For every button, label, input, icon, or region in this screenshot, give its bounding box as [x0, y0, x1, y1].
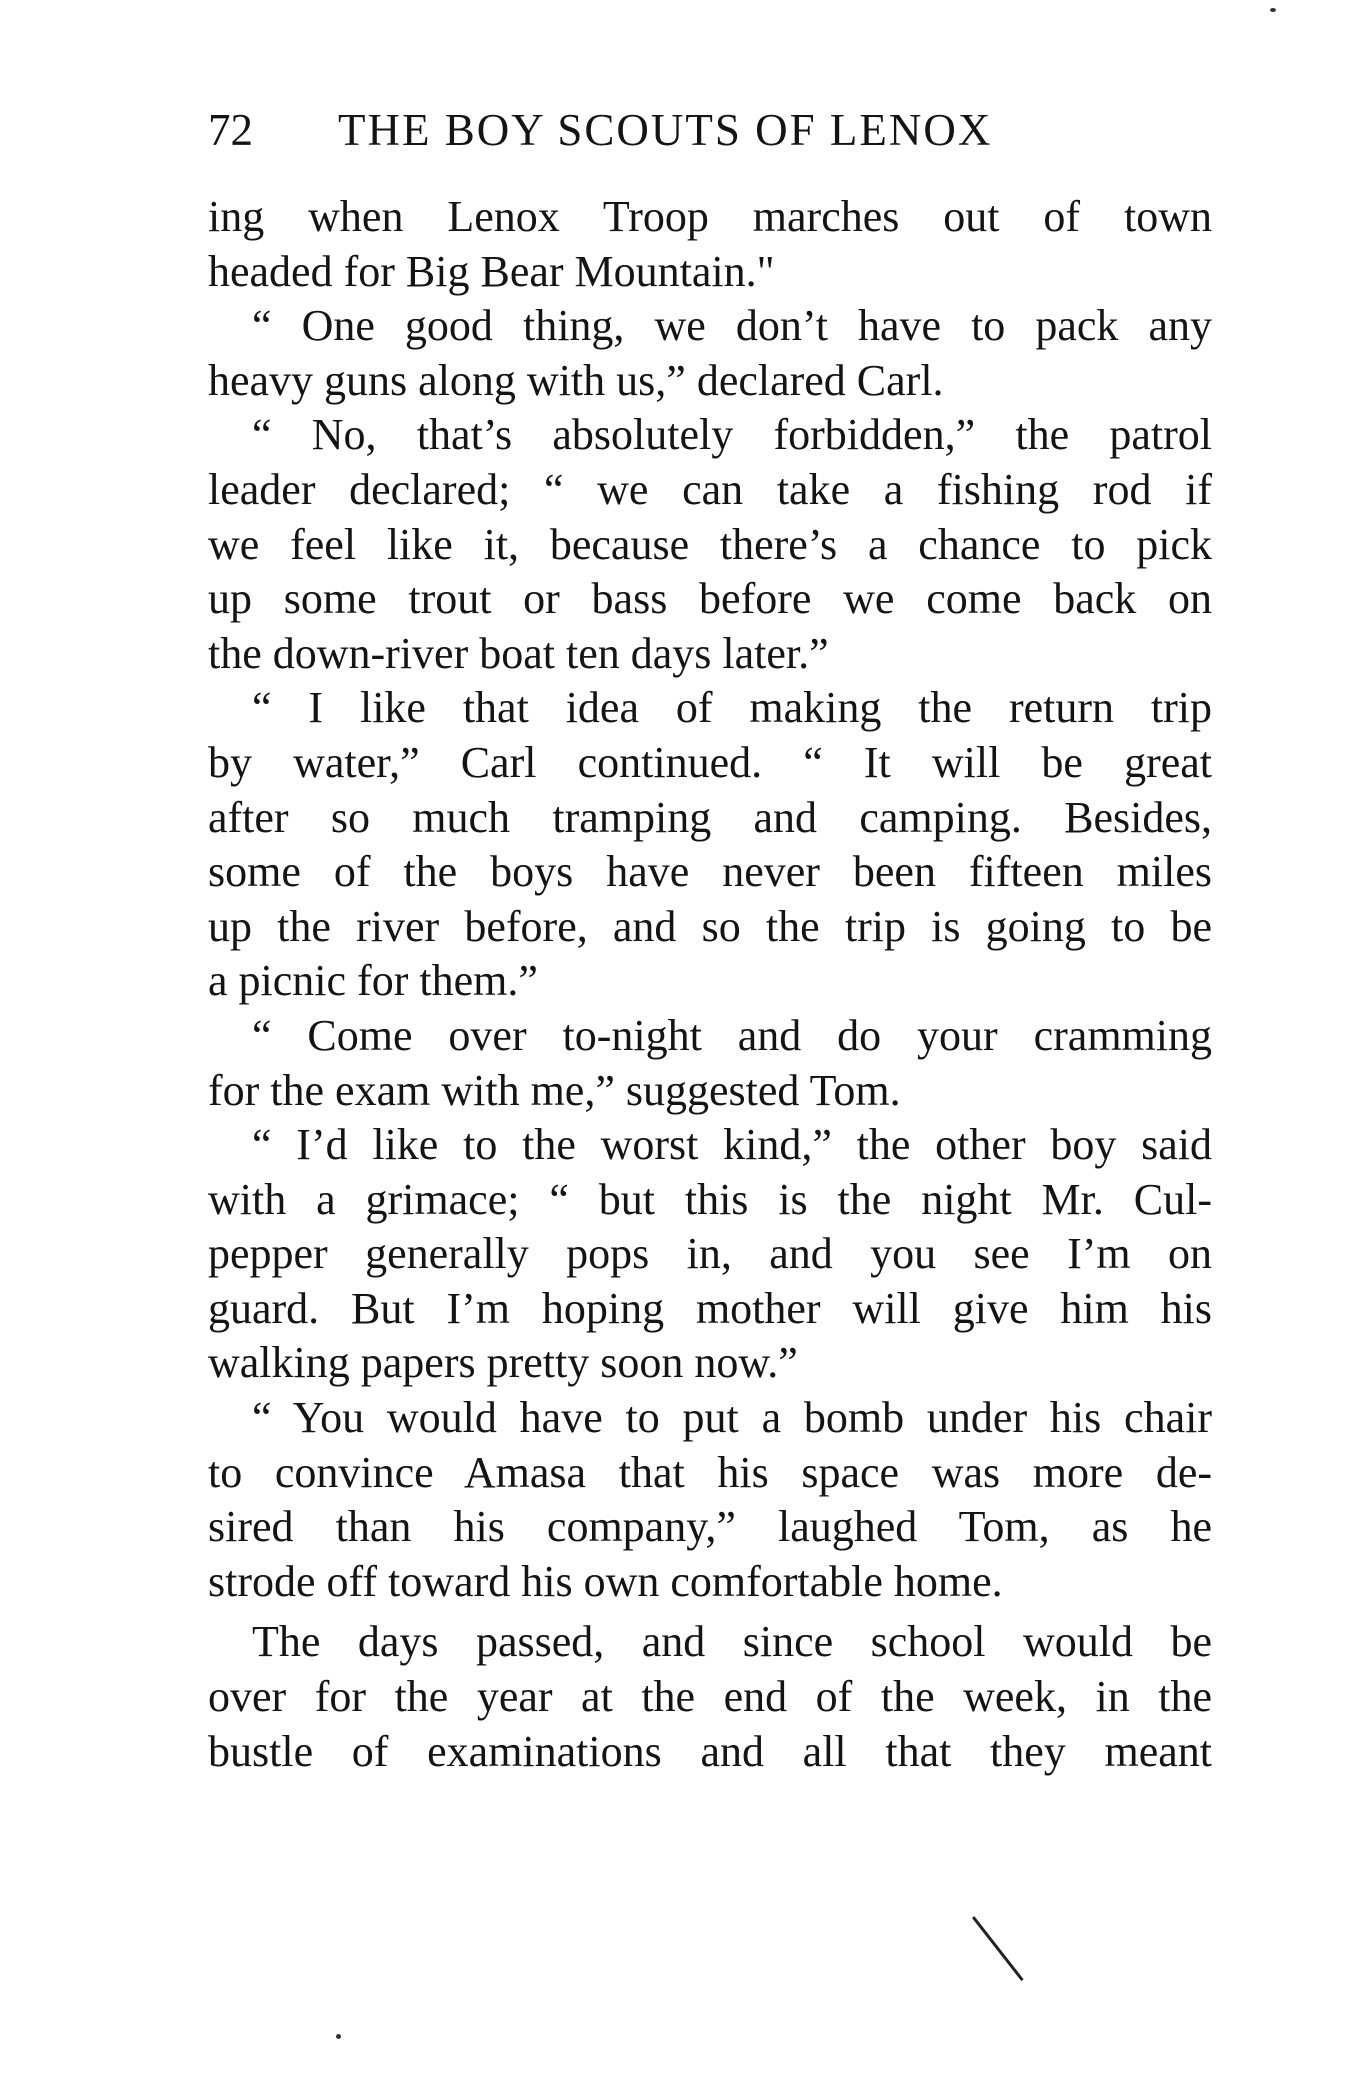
ink-speck [1270, 8, 1276, 12]
text-line: the down-river boat ten days later.” [208, 628, 829, 678]
text-line: “ I’d like to the worst kind,” the other boy said [252, 1120, 1212, 1170]
text-line: “ You would have to put a bomb under his chair [252, 1393, 1212, 1443]
text-line: with a grimace; “ but this is the night Mr. Cul- [208, 1174, 1212, 1224]
text-line: walking papers pretty soon now.” [208, 1338, 798, 1388]
text-line: pepper generally pops in, and you see I’m on [208, 1229, 1212, 1279]
text-line: we feel like it, because there’s a chance to pick [208, 519, 1212, 569]
text-line: bustle of examinations and all that they meant [208, 1726, 1212, 1776]
text-line: “ One good thing, we don’t have to pack any [252, 301, 1212, 351]
text-line: The days passed, and since school would be [252, 1617, 1212, 1667]
text-line: ing when Lenox Troop marches out of town [208, 192, 1212, 241]
text-line: “ No, that’s absolutely forbidden,” the patrol [252, 410, 1212, 460]
text-line: to convince Amasa that his space was more de- [208, 1447, 1212, 1497]
text-line: over for the year at the end of the week, in the [208, 1672, 1212, 1722]
text-line: by water,” Carl continued. “ It will be great [208, 737, 1212, 787]
running-header [208, 100, 1208, 160]
text-line: after so much tramping and camping. Besides, [208, 792, 1212, 842]
text-line: heavy guns along with us,” declared Carl. [208, 355, 944, 405]
text-line: a picnic for them.” [208, 956, 538, 1006]
text-line: some of the boys have never been fifteen miles [208, 847, 1212, 897]
text-line: for the exam with me,” suggested Tom. [208, 1065, 901, 1115]
body-text [208, 190, 1212, 1779]
text-line: “ Come over to-night and do your cramming [252, 1010, 1212, 1060]
text-line: sired than his company,” laughed Tom, as he [208, 1502, 1212, 1552]
text-line: leader declared; “ we can take a fishing rod if [208, 464, 1212, 514]
text-line: strode off toward his own comfortable home. [208, 1556, 1003, 1606]
text-line: headed for Big Bear Mountain." [208, 246, 775, 296]
text-line: guard. But I’m hoping mother will give him his [208, 1283, 1212, 1333]
ink-speck [336, 2034, 341, 2039]
text-line: up some trout or bass before we come back on [208, 574, 1212, 624]
page-number: 72 [208, 105, 253, 155]
running-title: THE BOY SCOUTS OF LENOX [338, 105, 993, 155]
text-line: up the river before, and so the trip is going to be [208, 901, 1212, 951]
text-line: “ I like that idea of making the return trip [252, 683, 1212, 733]
pen-stroke-mark [972, 1916, 1024, 1981]
